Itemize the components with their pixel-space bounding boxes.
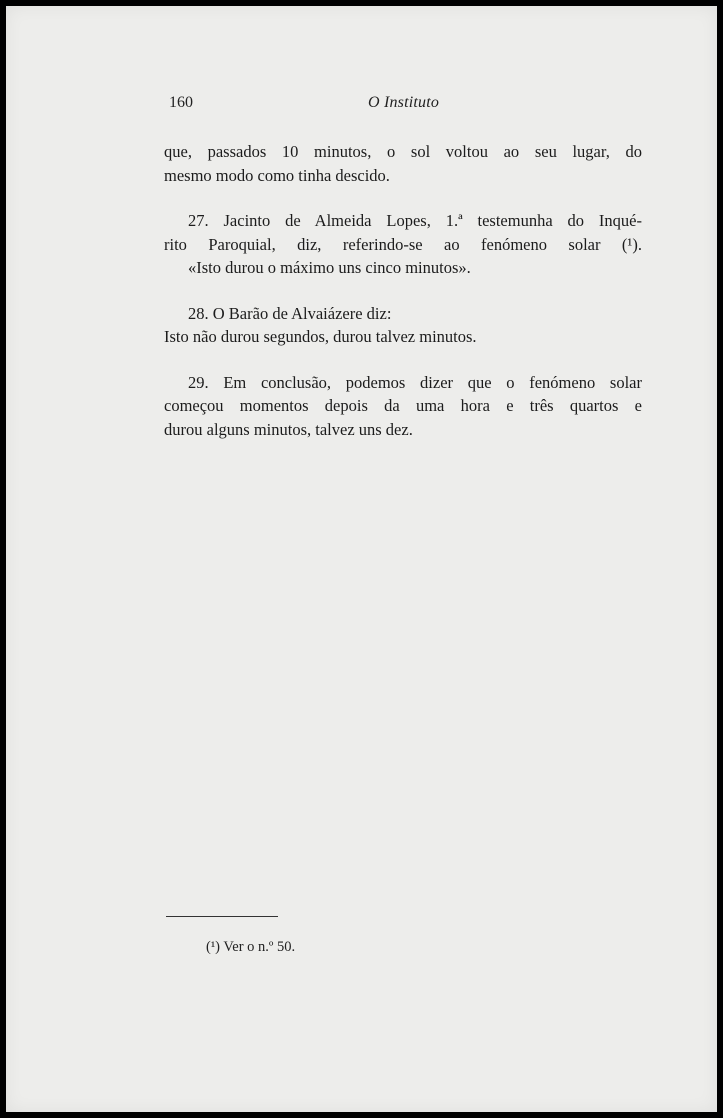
footnote-divider [166,916,278,917]
footnote-text: Ver o n.º 50. [223,939,296,955]
paragraph-29 [164,371,642,442]
page-number: 160 [169,94,193,111]
text-line: mesmo modo como tinha descido. [164,165,390,185]
book-page [6,6,717,1112]
footnote-marker: (¹) [206,939,221,955]
paragraph-27 [164,209,642,280]
running-title: O Instituto [368,94,440,111]
text-line: durou alguns minutos, talvez uns dez. [164,419,413,439]
paragraph [164,140,642,187]
text-line: começou momentos depois da uma hora e três quartos e [164,396,642,415]
text-line: que, passados 10 minutos, o sol voltou ao seu lugar, do [164,142,642,161]
text-line: 29. Em conclusão, podemos dizer que o fenómeno solar [188,372,642,392]
text-line: 28. O Barão de Alvaiázere diz: [188,303,392,323]
paragraph-28 [164,302,642,349]
body-text [164,140,642,463]
text-line: Isto não durou segundos, durou talvez minutos. [164,327,477,346]
text-line: rito Paroquial, diz, referindo-se ao fenómeno solar (¹). [164,234,642,254]
text-line: 27. Jacinto de Almeida Lopes, 1.ª testemunha do Inqué- [188,211,642,230]
footnote [206,939,295,956]
page-header [6,94,717,116]
quote-line: «Isto durou o máximo uns cinco minutos». [188,258,471,277]
